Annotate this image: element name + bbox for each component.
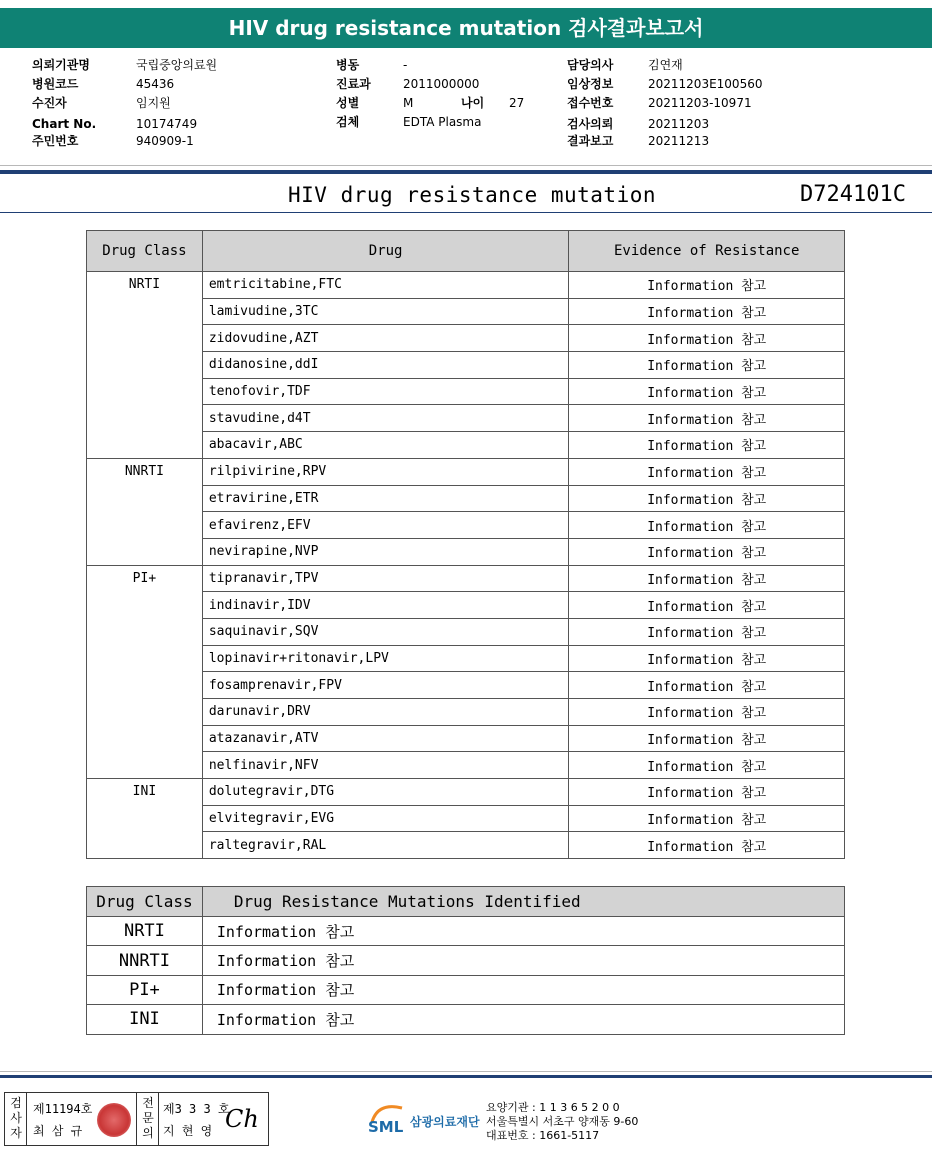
table-row: [87, 565, 845, 592]
drug-cell: abacavir,ABC: [202, 432, 569, 459]
table-row: [87, 946, 845, 975]
evidence-cell: Information 참고: [569, 592, 845, 619]
drug-cell: rilpivirine,RPV: [202, 458, 569, 485]
info-label: 결과보고: [567, 134, 614, 148]
institution-phone: 대표번호 : 1661-5117: [486, 1129, 600, 1142]
footer-rule: [0, 1075, 932, 1078]
reviewer-name: 지 현 영: [163, 1124, 213, 1138]
mutation-value-cell: Information 참고: [202, 917, 844, 946]
info-value: 20211203-10971: [648, 96, 752, 110]
footer-divider-gray: [0, 1071, 932, 1072]
info-label: 진료과: [336, 77, 371, 91]
drug-cell: nelfinavir,NFV: [202, 752, 569, 779]
info-value: M: [403, 96, 414, 110]
report-banner: HIV drug resistance mutation 검사결과보고서: [0, 8, 932, 48]
evidence-cell: Information 참고: [569, 832, 845, 859]
header-drug: Drug: [202, 231, 569, 272]
drug-resistance-table: [86, 230, 845, 859]
evidence-cell: Information 참고: [569, 805, 845, 832]
header-mutations: Drug Resistance Mutations Identified: [202, 887, 844, 917]
evidence-cell: Information 참고: [569, 672, 845, 699]
examiner-license-no: 제11194호: [33, 1102, 93, 1116]
evidence-cell: Information 참고: [569, 405, 845, 432]
drug-cell: fosamprenavir,FPV: [202, 672, 569, 699]
table-row: [87, 779, 845, 806]
drug-class-cell: PI+: [87, 565, 203, 779]
info-label: 병원코드: [32, 77, 79, 91]
reviewer-label: 전문의: [142, 1096, 154, 1140]
info-label: 검체: [336, 115, 360, 129]
mutation-value-cell: Information 참고: [202, 1005, 844, 1034]
info-label: 검사의뢰: [567, 117, 614, 131]
info-label: 담당의사: [567, 58, 614, 72]
box-divider: [136, 1093, 137, 1145]
info-value: 940909-1: [136, 134, 194, 148]
box-divider: [26, 1093, 27, 1145]
mutation-class-cell: PI+: [87, 975, 203, 1004]
age-label: 나이: [461, 96, 485, 110]
report-code: D724101C: [800, 182, 906, 207]
evidence-cell: Information 참고: [569, 779, 845, 806]
info-value: 20211203E100560: [648, 77, 763, 91]
info-value: 김연재: [648, 58, 683, 72]
table-row: [87, 917, 845, 946]
title-rule-bottom: [0, 212, 932, 213]
drug-class-cell: INI: [87, 779, 203, 859]
drug-cell: efavirenz,EFV: [202, 512, 569, 539]
evidence-cell: Information 참고: [569, 298, 845, 325]
signature-image: Ch: [225, 1105, 259, 1133]
info-value: 임지원: [136, 96, 171, 110]
drug-cell: dolutegravir,DTG: [202, 779, 569, 806]
drug-cell: atazanavir,ATV: [202, 725, 569, 752]
info-label: 임상정보: [567, 77, 614, 91]
table-row: [87, 458, 845, 485]
evidence-cell: Information 참고: [569, 325, 845, 352]
mutation-value-cell: Information 참고: [202, 946, 844, 975]
info-value: -: [403, 58, 408, 72]
header-divider: [0, 165, 932, 166]
drug-cell: zidovudine,AZT: [202, 325, 569, 352]
evidence-cell: Information 참고: [569, 725, 845, 752]
drug-cell: indinavir,IDV: [202, 592, 569, 619]
info-label: 의뢰기관명: [32, 58, 90, 72]
evidence-cell: Information 참고: [569, 352, 845, 379]
evidence-cell: Information 참고: [569, 645, 845, 672]
drug-cell: saquinavir,SQV: [202, 618, 569, 645]
drug-cell: tenofovir,TDF: [202, 378, 569, 405]
header-mutation-class: Drug Class: [87, 887, 203, 917]
info-value: 20211203: [648, 117, 710, 131]
info-label: 수진자: [32, 96, 67, 110]
signature-box: [4, 1092, 269, 1146]
drug-cell: etravirine,ETR: [202, 485, 569, 512]
report-title: HIV drug resistance mutation: [288, 183, 657, 207]
logo-name: 삼광의료재단: [410, 1115, 480, 1129]
evidence-cell: Information 참고: [569, 458, 845, 485]
seal-stamp-icon: [97, 1103, 131, 1137]
info-value: 45436: [136, 77, 175, 91]
mutation-value-cell: Information 참고: [202, 975, 844, 1004]
info-value: 10174749: [136, 117, 198, 131]
info-label: Chart No.: [32, 117, 97, 131]
drug-cell: didanosine,ddI: [202, 352, 569, 379]
drug-cell: darunavir,DRV: [202, 699, 569, 726]
header-drug-class: Drug Class: [87, 231, 203, 272]
evidence-cell: Information 참고: [569, 272, 845, 299]
drug-class-cell: NRTI: [87, 272, 203, 459]
mutation-class-cell: NNRTI: [87, 946, 203, 975]
info-value: 2011000000: [403, 77, 480, 91]
table-row: [87, 975, 845, 1004]
info-value: EDTA Plasma: [403, 115, 482, 129]
evidence-cell: Information 참고: [569, 485, 845, 512]
mutation-class-cell: NRTI: [87, 917, 203, 946]
mutation-table-header-row: [87, 887, 845, 917]
institution-code: 요양기관 : 1 1 3 6 5 2 0 0: [486, 1101, 620, 1114]
evidence-cell: Information 참고: [569, 699, 845, 726]
box-divider: [158, 1093, 159, 1145]
age-value: 27: [509, 96, 525, 110]
drug-cell: tipranavir,TPV: [202, 565, 569, 592]
sml-logo-icon: [366, 1098, 408, 1140]
drug-table-header-row: [87, 231, 845, 272]
mutation-table: [86, 886, 845, 1035]
drug-cell: emtricitabine,FTC: [202, 272, 569, 299]
evidence-cell: Information 참고: [569, 752, 845, 779]
institution-address: 서울특별시 서초구 양재동 9-60: [486, 1115, 639, 1128]
drug-cell: lopinavir+ritonavir,LPV: [202, 645, 569, 672]
title-rule-top: [0, 170, 932, 174]
drug-cell: raltegravir,RAL: [202, 832, 569, 859]
drug-cell: elvitegravir,EVG: [202, 805, 569, 832]
info-label: 성별: [336, 96, 360, 110]
table-row: [87, 272, 845, 299]
evidence-cell: Information 참고: [569, 432, 845, 459]
reviewer-license-no: 제3 3 3 호: [163, 1102, 230, 1116]
evidence-cell: Information 참고: [569, 378, 845, 405]
info-value: 20211213: [648, 134, 710, 148]
info-value: 국립중앙의료원: [136, 58, 218, 72]
examiner-name: 최 삼 규: [33, 1124, 83, 1138]
evidence-cell: Information 참고: [569, 512, 845, 539]
evidence-cell: Information 참고: [569, 565, 845, 592]
drug-cell: stavudine,d4T: [202, 405, 569, 432]
mutation-class-cell: INI: [87, 1005, 203, 1034]
info-label: 접수번호: [567, 96, 614, 110]
info-label: 병동: [336, 58, 360, 72]
table-row: [87, 1005, 845, 1034]
drug-cell: lamivudine,3TC: [202, 298, 569, 325]
drug-class-cell: NNRTI: [87, 458, 203, 565]
evidence-cell: Information 참고: [569, 618, 845, 645]
drug-cell: nevirapine,NVP: [202, 538, 569, 565]
logo-abbr: SML: [368, 1118, 404, 1136]
info-label: 주민번호: [32, 134, 79, 148]
header-evidence: Evidence of Resistance: [569, 231, 845, 272]
evidence-cell: Information 참고: [569, 538, 845, 565]
examiner-label: 검사자: [10, 1096, 22, 1140]
